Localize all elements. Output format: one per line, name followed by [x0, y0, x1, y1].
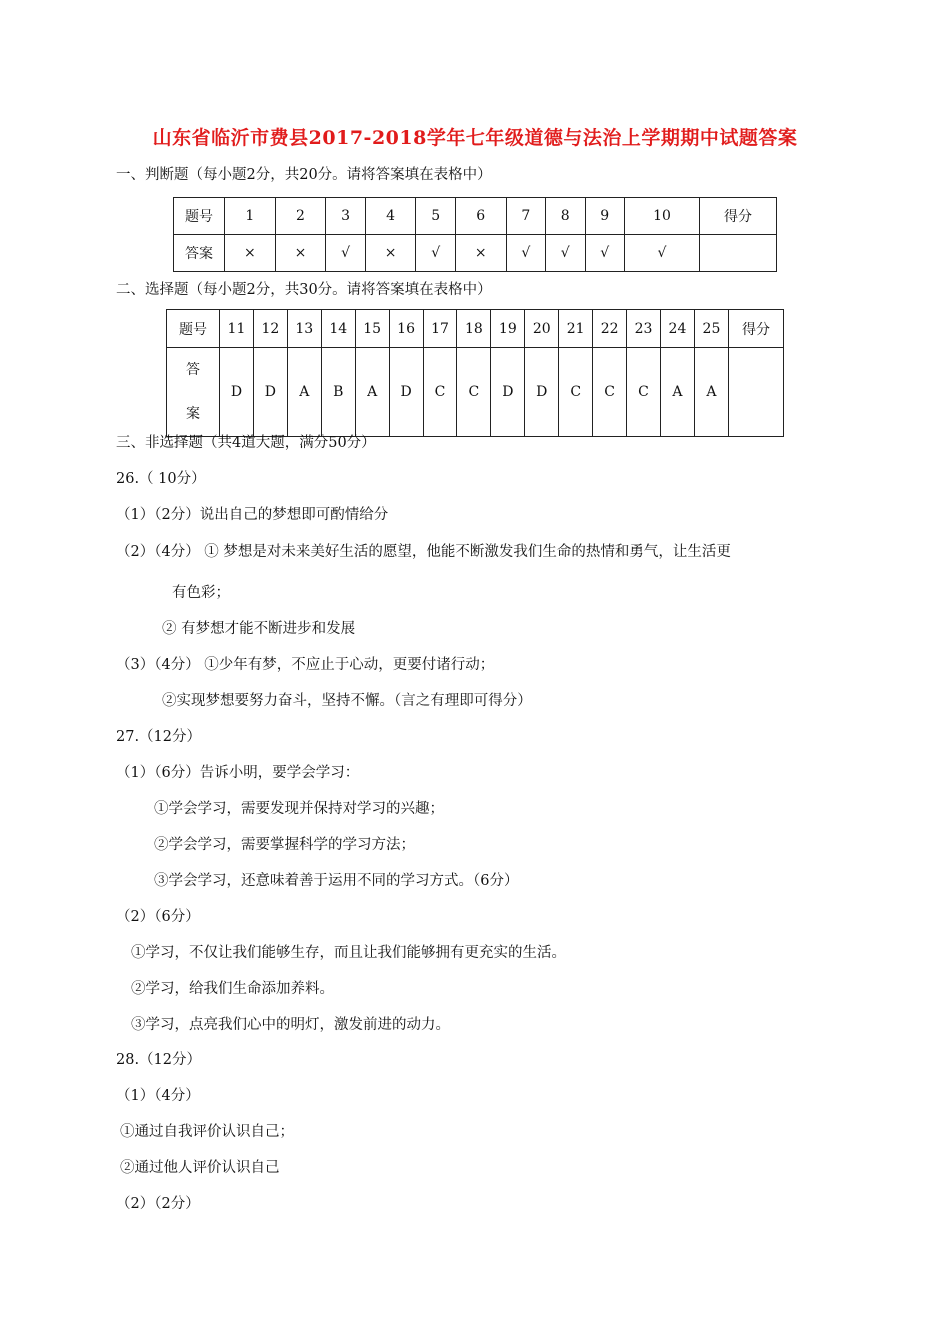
question-number: 5	[416, 198, 455, 235]
answer-cell: ×	[225, 235, 276, 272]
answer-cell: A	[355, 348, 389, 437]
answer-cell: C	[559, 348, 593, 437]
table-row	[174, 235, 777, 272]
question-number: 19	[491, 310, 525, 348]
answer-cell: C	[423, 348, 457, 437]
table-row	[167, 310, 784, 348]
row-header-answer	[167, 348, 220, 437]
answer-line: ②学习，给我们生命添加养料。	[131, 981, 334, 997]
answer-line: （1）（2分）说出自己的梦想即可酌情给分	[116, 507, 389, 523]
table-row	[174, 198, 777, 235]
answer-cell: A	[694, 348, 728, 437]
row-header-number: 题号	[174, 198, 225, 235]
answer-line: ③学会学习，还意味着善于运用不同的学习方式。（6分）	[154, 873, 519, 889]
answer-cell: ×	[365, 235, 416, 272]
answer-line: ②学会学习，需要掌握科学的学习方法；	[154, 837, 415, 853]
answer-cell: C	[593, 348, 627, 437]
section1-heading: 一、判断题（每小题2分，共20分。请将答案填在表格中）	[116, 167, 492, 183]
answer-cell: √	[585, 235, 624, 272]
question-number: 12	[253, 310, 287, 348]
answer-cell: √	[506, 235, 545, 272]
answer-label-bottom: 案	[186, 406, 200, 422]
answer-line: ② 有梦想才能不断进步和发展	[162, 621, 356, 637]
question-number: 8	[546, 198, 585, 235]
answer-cell: D	[253, 348, 287, 437]
question-number: 15	[355, 310, 389, 348]
answer-cell: C	[627, 348, 661, 437]
question-number: 4	[365, 198, 416, 235]
score-label: 得分	[729, 310, 784, 348]
question-number: 6	[455, 198, 506, 235]
answer-cell: D	[389, 348, 423, 437]
question-number: 18	[457, 310, 491, 348]
answer-cell: B	[321, 348, 355, 437]
answer-cell: D	[525, 348, 559, 437]
answer-line: ②实现梦想要努力奋斗，坚持不懈。（言之有理即可得分）	[162, 693, 532, 709]
question-number: 13	[287, 310, 321, 348]
answer-line: 有色彩；	[172, 585, 230, 601]
answer-line: （2）（6分）	[116, 909, 200, 925]
row-header-number: 题号	[167, 310, 220, 348]
question-number: 11	[220, 310, 254, 348]
answer-line: ②通过他人评价认识自己	[120, 1160, 280, 1176]
question-number: 17	[423, 310, 457, 348]
section3-heading: 三、非选择题（共4道大题，满分50分）	[116, 435, 376, 451]
question-number: 22	[593, 310, 627, 348]
question-27-header: 27.（12分）	[116, 729, 202, 745]
score-cell	[729, 348, 784, 437]
score-cell	[700, 235, 777, 272]
question-number: 16	[389, 310, 423, 348]
question-number: 7	[506, 198, 545, 235]
multiple-choice-answer-table	[166, 309, 784, 437]
question-number: 23	[627, 310, 661, 348]
answer-line: ①通过自我评价认识自己；	[120, 1124, 294, 1140]
table-row	[167, 348, 784, 437]
answer-cell: √	[546, 235, 585, 272]
answer-line: （1）（6分）告诉小明，要学会学习：	[116, 765, 360, 781]
question-28-header: 28.（12分）	[116, 1052, 202, 1068]
answer-line: （2）（4分） ① 梦想是对未来美好生活的愿望，他能不断激发我们生命的热情和勇气，让生活更	[116, 544, 731, 560]
question-number: 2	[275, 198, 326, 235]
document-title: 山东省临沂市费县2017-2018学年七年级道德与法治上学期期中试题答案	[152, 127, 798, 149]
question-number: 1	[225, 198, 276, 235]
row-header-answer: 答案	[174, 235, 225, 272]
answer-cell: A	[660, 348, 694, 437]
question-26-header: 26.（ 10分）	[116, 471, 206, 487]
answer-line: （3）（4分） ①少年有梦，不应止于心动，更要付诸行动；	[116, 657, 495, 673]
question-number: 24	[660, 310, 694, 348]
answer-line: ①学会学习，需要发现并保持对学习的兴趣；	[154, 801, 444, 817]
answer-cell: D	[491, 348, 525, 437]
answer-label-top: 答	[186, 362, 200, 378]
true-false-answer-table	[173, 197, 777, 272]
answer-cell: ×	[455, 235, 506, 272]
answer-cell: D	[220, 348, 254, 437]
question-number: 25	[694, 310, 728, 348]
section2-heading: 二、选择题（每小题2分，共30分。请将答案填在表格中）	[116, 282, 492, 298]
answer-cell: √	[416, 235, 455, 272]
answer-cell: A	[287, 348, 321, 437]
question-number: 3	[326, 198, 365, 235]
answer-line: （2）（2分）	[116, 1196, 200, 1212]
question-number: 10	[624, 198, 699, 235]
question-number: 21	[559, 310, 593, 348]
answer-cell: √	[624, 235, 699, 272]
answer-cell: C	[457, 348, 491, 437]
answer-line: ①学习，不仅让我们能够生存，而且让我们能够拥有更充实的生活。	[131, 945, 566, 961]
question-number: 14	[321, 310, 355, 348]
answer-line: ③学习，点亮我们心中的明灯，激发前进的动力。	[131, 1017, 450, 1033]
answer-line: （1）（4分）	[116, 1088, 200, 1104]
question-number: 9	[585, 198, 624, 235]
answer-cell: √	[326, 235, 365, 272]
answer-cell: ×	[275, 235, 326, 272]
score-label: 得分	[700, 198, 777, 235]
question-number: 20	[525, 310, 559, 348]
